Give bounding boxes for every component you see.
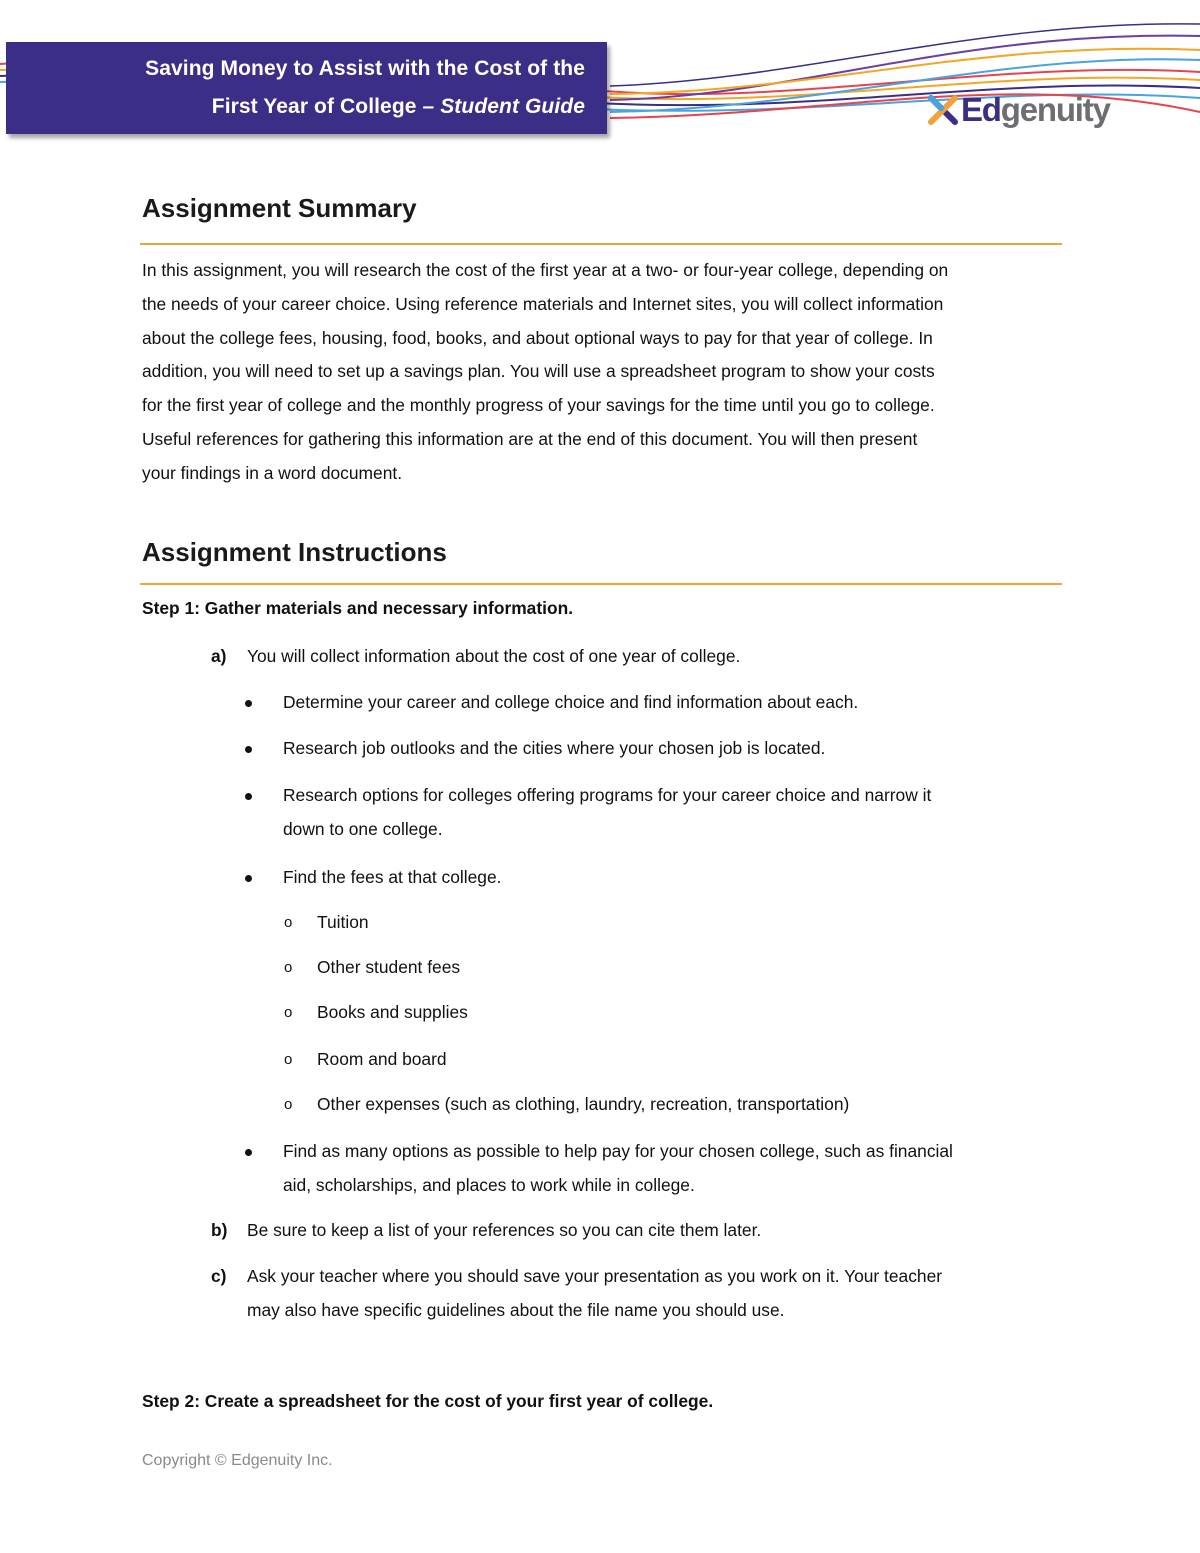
bullet-item: Determine your career and college choice and find information about each. — [283, 692, 859, 712]
bullet-line: Find as many options as possible to help pay for your chosen college, such as financial — [283, 1141, 953, 1161]
list-marker-b: b) — [211, 1220, 228, 1240]
list-marker-c: c) — [211, 1266, 227, 1286]
bullet-item: Research job outlooks and the cities where your chosen job is located. — [283, 738, 826, 758]
bullet-icon — [245, 875, 252, 882]
list-text-a: You will collect information about the cost of one year of college. — [247, 646, 741, 666]
sub-bullet-marker: o — [284, 1096, 293, 1113]
logo-suffix: genuity — [1000, 91, 1110, 128]
list-text-c-line: Ask your teacher where you should save your presentation as you work on it. Your teacher — [247, 1266, 943, 1286]
bullet-item — [283, 779, 931, 847]
summary-divider — [140, 243, 1062, 245]
summary-line: about the college fees, housing, food, books, and about optional ways to pay for that year of college. In — [142, 327, 933, 348]
summary-line: In this assignment, you will research the cost of the first year at a two- or four-year college, depending on — [142, 260, 949, 280]
title-line-2 — [6, 88, 585, 126]
step1-heading: Step 1: Gather materials and necessary information. — [142, 598, 574, 618]
instructions-heading: Assignment Instructions — [142, 537, 447, 567]
summary-line: Useful references for gathering this information are at the end of this document. You will then present — [142, 428, 918, 449]
step2-heading: Step 2: Create a spreadsheet for the cost of your first year of college. — [142, 1391, 714, 1411]
sub-bullet-marker: o — [284, 959, 293, 976]
instructions-divider — [140, 583, 1062, 585]
sub-list-text: Tuition — [317, 912, 369, 932]
summary-line: your findings in a word document. — [142, 462, 403, 483]
title-line-2-prefix: First Year of College – — [211, 95, 441, 118]
sub-bullet-marker: o — [284, 914, 293, 931]
sub-list-text: Books and supplies — [317, 1002, 468, 1022]
bullet-icon — [245, 1149, 252, 1156]
bullet-line: down to one college. — [283, 818, 443, 839]
title-banner — [6, 42, 607, 134]
sub-list-text: Room and board — [317, 1049, 447, 1069]
bullet-line: aid, scholarships, and places to work while in college. — [283, 1174, 695, 1195]
logo-prefix: Ed — [961, 91, 1001, 128]
copyright-footer: Copyright © Edgenuity Inc. — [142, 1452, 333, 1469]
summary-line: the needs of your career choice. Using reference materials and Internet sites, you will collect information — [142, 293, 944, 314]
title-line-2-emphasis: Student Guide — [440, 95, 585, 118]
bullet-item — [283, 1135, 953, 1203]
bullet-icon — [245, 746, 252, 753]
title-line-1: Saving Money to Assist with the Cost of the — [145, 57, 585, 80]
sub-bullet-marker: o — [284, 1004, 293, 1021]
list-text-b: Be sure to keep a list of your references so you can cite them later. — [247, 1220, 762, 1240]
edgenuity-logo — [928, 88, 1110, 132]
sub-list-text: Other student fees — [317, 957, 461, 977]
summary-heading: Assignment Summary — [142, 193, 417, 223]
bullet-icon — [245, 700, 252, 707]
bullet-item: Find the fees at that college. — [283, 867, 502, 887]
list-text-c — [247, 1260, 942, 1328]
list-marker-a: a) — [211, 646, 227, 666]
list-text-c-line: may also have specific guidelines about the file name you should use. — [247, 1299, 785, 1320]
logo-wordmark — [961, 91, 1110, 129]
sub-bullet-marker: o — [284, 1051, 293, 1068]
sub-list-text: Other expenses (such as clothing, laundry, recreation, transportation) — [317, 1094, 850, 1114]
x-mark-icon — [928, 95, 958, 125]
summary-line: addition, you will need to set up a savings plan. You will use a spreadsheet program to show your costs — [142, 361, 935, 382]
bullet-icon — [245, 793, 252, 800]
summary-line: for the first year of college and the monthly progress of your savings for the time until you go to college. — [142, 395, 935, 416]
bullet-line: Research options for colleges offering programs for your career choice and narrow it — [283, 785, 932, 805]
summary-paragraph — [142, 254, 1062, 491]
